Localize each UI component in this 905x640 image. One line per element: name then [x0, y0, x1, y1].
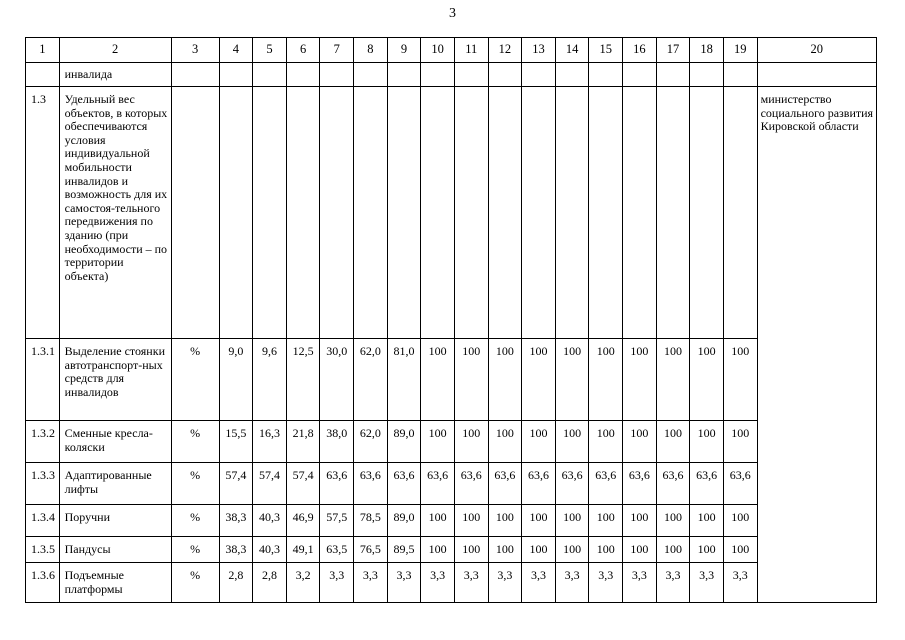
row-value: 3,3	[320, 563, 354, 603]
table-cell	[171, 87, 219, 339]
header-cell-17: 17	[656, 38, 690, 63]
row-value: 57,4	[219, 463, 253, 505]
indicators-table	[25, 37, 877, 603]
row-value: 63,6	[656, 463, 690, 505]
table-cell	[26, 63, 60, 87]
row-value: 2,8	[253, 563, 287, 603]
table-cell	[219, 63, 253, 87]
row-value: 81,0	[387, 339, 421, 421]
row-value: 3,3	[555, 563, 589, 603]
row-code: 1.3.4	[26, 505, 60, 537]
row-value: 100	[656, 537, 690, 563]
table-cell	[253, 63, 287, 87]
row-value: 100	[690, 505, 724, 537]
row-value: 100	[522, 421, 556, 463]
table-cell	[623, 87, 657, 339]
row-unit: %	[171, 563, 219, 603]
row-value: 100	[555, 339, 589, 421]
continuation-text: инвалида	[59, 63, 171, 87]
row-value: 38,3	[219, 537, 253, 563]
page-number: 3	[449, 6, 456, 21]
table-cell	[387, 87, 421, 339]
row-value: 76,5	[354, 537, 388, 563]
row-value: 100	[589, 537, 623, 563]
row-name: Сменные кресла-коляски	[59, 421, 171, 463]
table-row	[26, 463, 877, 505]
row-value: 100	[656, 339, 690, 421]
row-value: 100	[522, 505, 556, 537]
row-value: 63,6	[589, 463, 623, 505]
row-name: Пандусы	[59, 537, 171, 563]
row-name: Поручни	[59, 505, 171, 537]
table-cell	[488, 87, 522, 339]
table-row	[26, 421, 877, 463]
table-cell	[421, 87, 455, 339]
row-value: 100	[690, 421, 724, 463]
header-cell-4: 4	[219, 38, 253, 63]
table-cell	[555, 87, 589, 339]
table-cell	[723, 63, 757, 87]
row-value: 63,6	[522, 463, 556, 505]
row-value: 100	[522, 537, 556, 563]
row-value: 100	[421, 339, 455, 421]
header-cell-9: 9	[387, 38, 421, 63]
row-value: 38,0	[320, 421, 354, 463]
row-value: 3,3	[589, 563, 623, 603]
row-code: 1.3.1	[26, 339, 60, 421]
table-cell	[253, 87, 287, 339]
table-cell	[488, 63, 522, 87]
row-value: 57,5	[320, 505, 354, 537]
table-cell	[723, 87, 757, 339]
table-header-row	[26, 38, 877, 63]
row-value: 38,3	[219, 505, 253, 537]
row-value: 100	[454, 339, 488, 421]
table-cell	[623, 63, 657, 87]
table-cell	[690, 87, 724, 339]
header-cell-3: 3	[171, 38, 219, 63]
table-cell	[320, 63, 354, 87]
header-cell-13: 13	[522, 38, 556, 63]
section-code: 1.3	[26, 87, 60, 339]
row-value: 62,0	[354, 339, 388, 421]
row-value: 100	[589, 421, 623, 463]
row-value: 100	[623, 339, 657, 421]
table-row-continuation	[26, 63, 877, 87]
row-value: 100	[555, 421, 589, 463]
row-value: 63,6	[488, 463, 522, 505]
row-value: 57,4	[286, 463, 320, 505]
row-code: 1.3.6	[26, 563, 60, 603]
table-row-section	[26, 87, 877, 339]
table-cell	[555, 63, 589, 87]
row-value: 16,3	[253, 421, 287, 463]
row-unit: %	[171, 421, 219, 463]
row-unit: %	[171, 463, 219, 505]
table-cell	[589, 63, 623, 87]
row-value: 100	[589, 505, 623, 537]
row-value: 100	[488, 339, 522, 421]
section-name: Удельный вес объектов, в которых обеспечиваются условия индивидуальной мобильности инвалидов и возможность для их самостоя-тельного передвижения по зданию (при необходимости – по территории объекта)	[59, 87, 171, 339]
row-value: 3,2	[286, 563, 320, 603]
row-value: 100	[488, 421, 522, 463]
row-value: 100	[421, 421, 455, 463]
table-cell	[757, 63, 876, 87]
row-value: 100	[623, 505, 657, 537]
header-cell-20: 20	[757, 38, 876, 63]
header-cell-2: 2	[59, 38, 171, 63]
row-value: 100	[454, 421, 488, 463]
row-value: 100	[723, 537, 757, 563]
table-cell	[454, 63, 488, 87]
table-cell	[219, 87, 253, 339]
row-value: 2,8	[219, 563, 253, 603]
row-value: 63,6	[623, 463, 657, 505]
row-value: 100	[488, 505, 522, 537]
row-value: 100	[421, 505, 455, 537]
header-cell-10: 10	[421, 38, 455, 63]
row-value: 12,5	[286, 339, 320, 421]
table-cell	[690, 63, 724, 87]
row-value: 3,3	[387, 563, 421, 603]
row-value: 78,5	[354, 505, 388, 537]
header-cell-6: 6	[286, 38, 320, 63]
row-unit: %	[171, 339, 219, 421]
row-value: 100	[623, 421, 657, 463]
table-cell	[656, 63, 690, 87]
row-unit: %	[171, 505, 219, 537]
row-code: 1.3.3	[26, 463, 60, 505]
header-cell-5: 5	[253, 38, 287, 63]
row-value: 63,6	[354, 463, 388, 505]
row-value: 3,3	[690, 563, 724, 603]
row-value: 30,0	[320, 339, 354, 421]
row-value: 3,3	[656, 563, 690, 603]
row-value: 100	[656, 505, 690, 537]
header-cell-14: 14	[555, 38, 589, 63]
table-cell	[522, 87, 556, 339]
table-row	[26, 505, 877, 537]
table-cell	[656, 87, 690, 339]
header-cell-18: 18	[690, 38, 724, 63]
row-value: 62,0	[354, 421, 388, 463]
row-value: 9,6	[253, 339, 287, 421]
row-value: 100	[488, 537, 522, 563]
table-cell	[286, 63, 320, 87]
row-value: 100	[723, 339, 757, 421]
row-value: 63,6	[454, 463, 488, 505]
row-value: 63,6	[690, 463, 724, 505]
row-value: 100	[690, 339, 724, 421]
row-name: Выделение стоянки автотранспорт-ных средств для инвалидов	[59, 339, 171, 421]
row-value: 100	[522, 339, 556, 421]
row-value: 100	[454, 505, 488, 537]
row-name: Адаптированные лифты	[59, 463, 171, 505]
row-value: 100	[623, 537, 657, 563]
header-cell-19: 19	[723, 38, 757, 63]
row-value: 3,3	[723, 563, 757, 603]
row-value: 89,5	[387, 537, 421, 563]
header-cell-8: 8	[354, 38, 388, 63]
row-value: 40,3	[253, 537, 287, 563]
table-cell	[354, 87, 388, 339]
row-value: 100	[421, 537, 455, 563]
row-value: 3,3	[522, 563, 556, 603]
row-value: 100	[723, 421, 757, 463]
table-cell	[320, 87, 354, 339]
row-value: 49,1	[286, 537, 320, 563]
row-code: 1.3.5	[26, 537, 60, 563]
row-value: 100	[454, 537, 488, 563]
row-value: 3,3	[454, 563, 488, 603]
row-value: 3,3	[354, 563, 388, 603]
row-value: 3,3	[623, 563, 657, 603]
row-value: 40,3	[253, 505, 287, 537]
row-value: 63,6	[320, 463, 354, 505]
header-cell-16: 16	[623, 38, 657, 63]
row-value: 3,3	[488, 563, 522, 603]
table-cell	[522, 63, 556, 87]
row-name: Подъемные платформы	[59, 563, 171, 603]
table-cell	[454, 87, 488, 339]
row-value: 9,0	[219, 339, 253, 421]
table-cell	[286, 87, 320, 339]
table-cell	[171, 63, 219, 87]
row-value: 15,5	[219, 421, 253, 463]
responsible-owner: министерство социального развития Кировской области	[757, 87, 876, 603]
row-value: 63,6	[555, 463, 589, 505]
table-row	[26, 339, 877, 421]
table-cell	[421, 63, 455, 87]
row-value: 100	[555, 537, 589, 563]
row-value: 63,6	[421, 463, 455, 505]
row-value: 89,0	[387, 505, 421, 537]
row-value: 89,0	[387, 421, 421, 463]
header-cell-7: 7	[320, 38, 354, 63]
header-cell-1: 1	[26, 38, 60, 63]
row-value: 57,4	[253, 463, 287, 505]
row-value: 100	[723, 505, 757, 537]
row-value: 46,9	[286, 505, 320, 537]
header-cell-15: 15	[589, 38, 623, 63]
header-cell-11: 11	[454, 38, 488, 63]
row-value: 63,5	[320, 537, 354, 563]
table-cell	[589, 87, 623, 339]
row-value: 100	[690, 537, 724, 563]
row-value: 63,6	[723, 463, 757, 505]
row-value: 63,6	[387, 463, 421, 505]
header-cell-12: 12	[488, 38, 522, 63]
table-body	[26, 38, 877, 603]
row-unit: %	[171, 537, 219, 563]
table-cell	[354, 63, 388, 87]
row-value: 100	[589, 339, 623, 421]
table-cell	[387, 63, 421, 87]
row-value: 21,8	[286, 421, 320, 463]
row-value: 100	[555, 505, 589, 537]
row-value: 100	[656, 421, 690, 463]
table-row	[26, 537, 877, 563]
row-code: 1.3.2	[26, 421, 60, 463]
row-value: 3,3	[421, 563, 455, 603]
table-row	[26, 563, 877, 603]
